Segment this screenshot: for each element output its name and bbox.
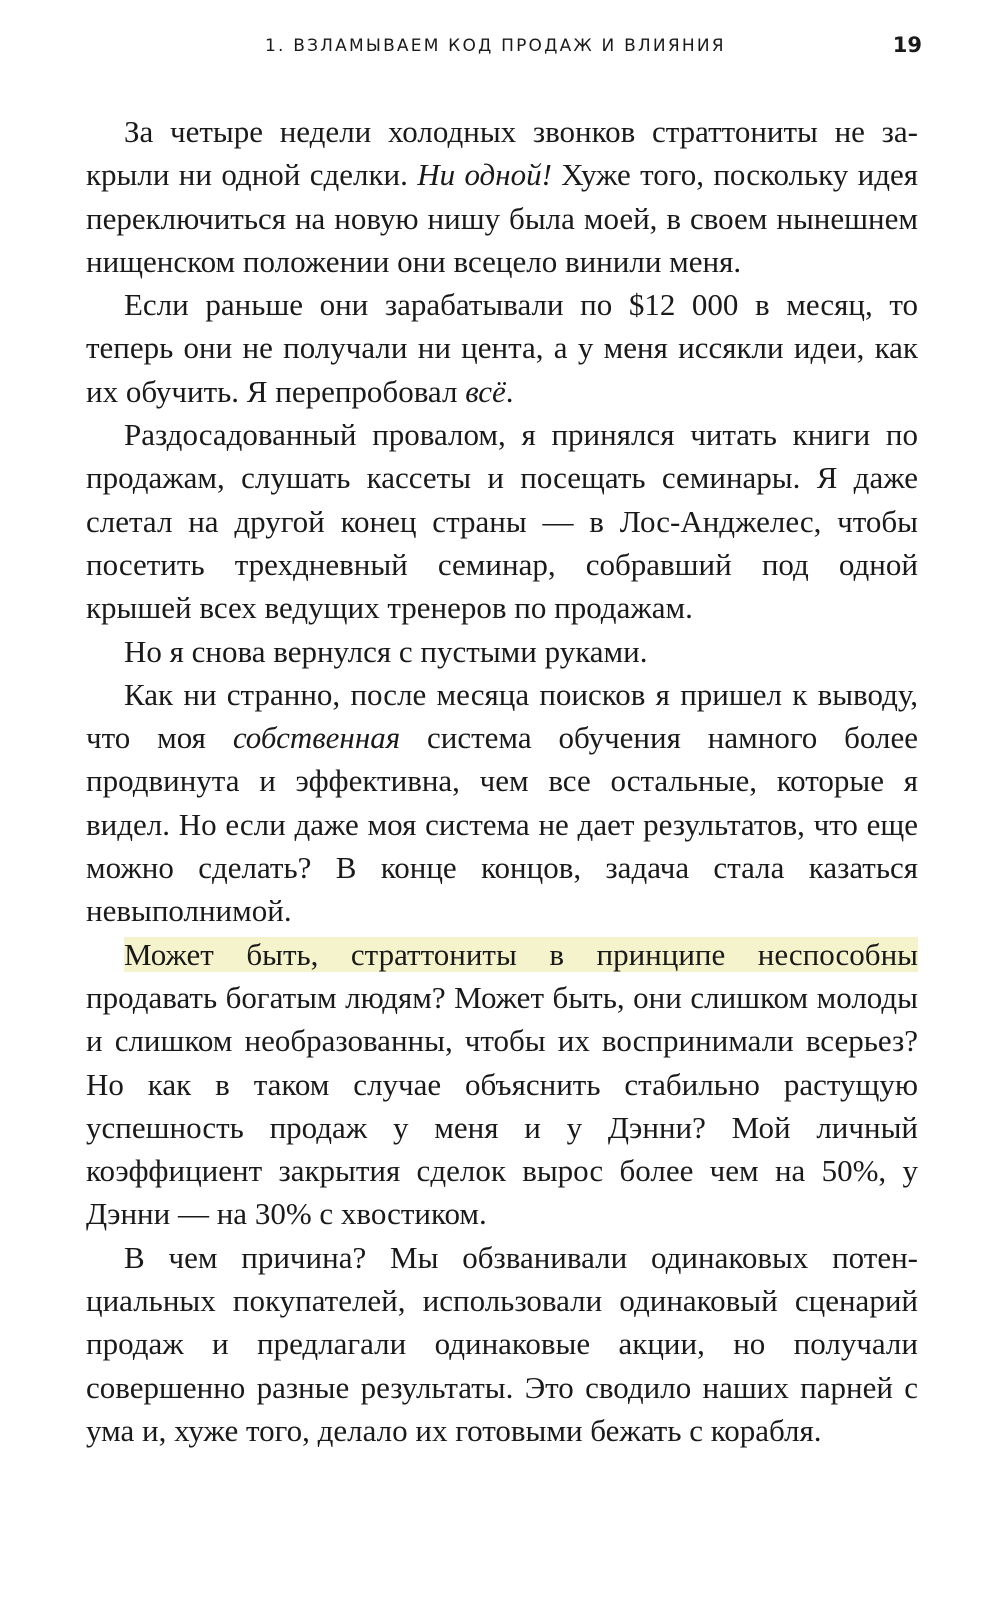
paragraph-1: За четыре недели холодных звонков страттониты не закрыли ни одной сделки. Ни одной! Хуже того, поскольку идея переключиться на новую нишу была моей, в своем нынешнем нищенском положении они всецело винили меня. — [86, 114, 918, 279]
emphasis: всё — [465, 373, 506, 409]
paragraph-5: Как ни странно, после месяца поисков я пришел к выводу, что моя собственная система обучения намного более продвинута и эффективна, чем все остальные, которые я видел. Но если даже моя система не дает результатов, что еще можно сделать? В конце концов, задача стала казаться невыполнимой. — [86, 676, 919, 929]
page-number: 19 — [892, 33, 922, 57]
emphasis: собственная — [232, 720, 401, 756]
paragraph-2: Если раньше они зарабатывали по $12 000 в месяц, то теперь они не получали ни цента, а у меня иссякли идеи, как их обучить. Я перепробовал всё. — [86, 287, 918, 409]
paragraph-3: Раздосадованный провалом, я принялся читать книги по продажам, слушать кассеты и посещать семинары. Я даже слетал на другой конец страны — в Лос-Анджелес, чтобы посетить трехдневный семинар, собравший под одной крышей всех ведущих тренеров по продажам. — [86, 417, 918, 626]
running-head: 1. ВЗЛАМЫВАЕМ КОД ПРОДАЖ И ВЛИЯНИЯ — [265, 36, 726, 56]
paragraph-7: В чем причина? Мы обзванивали одинаковых потенциальных покупателей, использовали одинаковый сценарий продаж и предлагали одинаковые акции, но получали совершенно разные результаты. Это сводило наших парней с ума и, хуже того, делало их готовыми бежать с корабля. — [86, 1239, 918, 1448]
paragraph-6: Может быть, страттониты в принципе неспособны продавать богатым людям? Может быть, они слишком молоды и слишком необразованны, чтобы их воспринимали всерьез? Но как в таком случае объяснить стабильно растущую успешность продаж у меня и у Дэнни? Мой личный коэффициент закрытия сделок вырос более чем на 50%, у Дэнни — на 30% с хвостиком. — [86, 936, 918, 1232]
emphasis: Ни одной! — [417, 157, 552, 193]
body-text — [86, 110, 918, 1452]
paragraph-4: Но я снова вернулся с пустыми руками. — [124, 633, 648, 669]
highlighted-text: Может быть, страттониты в принципе неспособны — [124, 936, 918, 972]
